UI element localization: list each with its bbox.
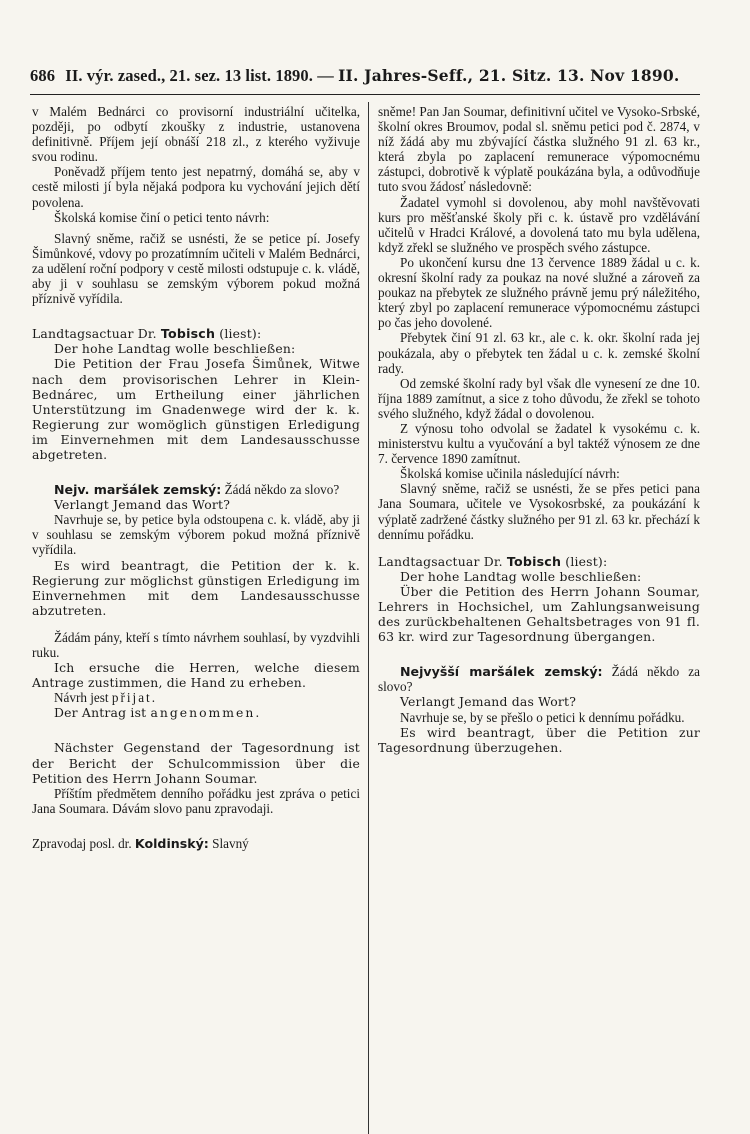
result-emphasis: angenommen.	[150, 705, 262, 721]
speaker-role: Landtagsactuar Dr.	[378, 553, 503, 569]
speech-text: Žádá někdo za slovo?	[378, 664, 700, 695]
paragraph: Navrhuje se, by se přešlo o petici k dennímu pořádku.	[400, 709, 685, 725]
speaker-role: Landtagsactuar Dr.	[32, 326, 157, 342]
speaker-paragraph	[378, 664, 700, 694]
speaker-name: Nejvyšší maršálek zemský:	[400, 664, 603, 680]
paragraph: v Malém Bednárci co provisorní industriální učitelka, později, po odbytí zkoušky z industrie, ustanovena definitivně. Příjem její obnáší 218 zl., z kterého vyživuje svou rodinu.	[32, 104, 360, 165]
document-page	[30, 66, 720, 1086]
motion-paragraph: Slavný sněme, račiž se usnésti, že se petice pí. Josefy Šimůnkové, vdovy po prozatímním učiteli v Malém Bednárci, za udělení roční podpory v cestě milosti odstupuje c. k. vládě, aby ji v souhlasu se zemským výborem pokud možná příznivě vyřídila.	[32, 230, 360, 307]
speaker-line	[378, 554, 700, 569]
paragraph: Školská komise činí o petici tento návrh:	[54, 209, 270, 225]
page-number: 686	[30, 66, 56, 85]
motion-paragraph: Slavný sněme, račiž se usnésti, že se přes petici pana Jana Soumara, učitele ve Vysokosrbské, za poukázání k výplatě zadržené částky služného per 91 zl. 63 kr. přechází k dennímu pořádku.	[378, 481, 700, 542]
german-paragraph: Verlangt Jemand das Wort?	[400, 694, 577, 710]
paragraph: Od zemské školní rady byl však dle vynesení ze dne 10. října 1889 zamítnut, a sice z toho důvodu, že zřekl se tohoto svého služného, když žádal o dovolenou.	[378, 375, 700, 421]
speech-text: Žádá někdo za slovo?	[224, 482, 340, 498]
header-separator: —	[317, 66, 334, 85]
result-emphasis: přijat.	[111, 690, 158, 706]
speaker-paragraph	[32, 482, 360, 497]
result-text: Der Antrag ist	[54, 705, 147, 721]
speaker-line	[32, 326, 360, 341]
german-paragraph: Verlangt Jemand das Wort?	[54, 497, 231, 513]
paragraph: Příštím předmětem denního pořádku jest zpráva o petici Jana Soumara. Dávám slovo panu zpravodaji.	[32, 785, 360, 816]
paragraph: Z výnosu toho odvolal se žadatel k vysokému c. k. ministerstvu kultu a vyučování a byl taktéž výnosem ze dne 7. července 1890 zamítnut.	[378, 420, 700, 467]
header-session-czech: II. výr. zased., 21. sez. 13 list. 1890.	[65, 66, 313, 85]
speaker-paragraph	[32, 836, 360, 851]
result-line	[32, 690, 360, 705]
paragraph: Žádám pány, kteří s tímto návrhem souhlasí, by vyzdvihli ruku.	[32, 629, 360, 660]
result-text: Návrh jest	[54, 690, 109, 706]
paragraph: Po ukončení kursu dne 13 července 1889 žádal u c. k. okresní školní rady za poukaz na nové služné a zároveň za poukaz na přebytek ze služného právně jemu prý náležitého, který zbyl po zaplacení remunerace výpomocnému zástupci po čas jeho dovolené.	[378, 254, 700, 331]
paragraph: sněme! Pan Jan Soumar, definitivní učitel ve Vysoko-Srbské, školní okres Broumov, podal sl. sněmu petici pod č. 2874, v níž žádá aby mu zbývající částka služného 91 zl. 63 kr., která zbyla po zaplacení remunerace výpomocnému zástupci, dobrotivě k výplatě poukázána byla, a odůvodňuje tuto svou žádosť následovně:	[378, 104, 700, 195]
speaker-tail: (liest):	[219, 326, 262, 342]
right-column	[378, 104, 700, 755]
german-paragraph: Ich ersuche die Herren, welche diesem Antrage zustimmen, die Hand zu erheben.	[32, 660, 360, 691]
paragraph: Navrhuje se, by petice byla odstoupena c. k. vládě, aby ji v souhlasu se zemským výborem pokud možná příznivě vyřídila.	[32, 512, 360, 558]
paragraph: Žadatel vymohl si dovolenou, aby mohl navštěvovati kurs pro měšťanské školy při c. k. ústavě pro vzdělávání učitelů v Hradci Králové, a dovolená tato mu byla udělena, když zřekl se služného ve prospěch svého zástupce.	[378, 194, 700, 255]
header-rule	[30, 94, 700, 95]
speaker-name: Nejv. maršálek zemský:	[54, 482, 222, 498]
german-paragraph: Über die Petition des Herrn Johann Soumar, Lehrers in Hochsichel, um Zahlungsanweisung des zurückbehaltenen Gehaltsbetrages von 91 fl. 63 kr. wird zur Tagesordnung übergangen.	[378, 583, 700, 645]
german-paragraph: Es wird beantragt, über die Petition zur Tagesordnung überzugehen.	[378, 724, 700, 755]
speaker-name: Koldinský:	[134, 835, 209, 851]
paragraph: Školská komise učinila následující návrh:	[400, 466, 620, 482]
speaker-tail: (liest):	[565, 553, 608, 569]
speaker-role: Zpravodaj posl. dr.	[32, 835, 132, 851]
german-paragraph: Nächster Gegenstand der Tagesordnung ist der Bericht der Schulcommission über die Petition des Herrn Johann Soumar.	[32, 740, 360, 786]
german-paragraph: Die Petition der Frau Josefa Šimůnek, Witwe nach dem provisorischen Lehrer in Klein-Bednárec, um Ertheilung einer jährlichen Unterstützung im Gnadenwege wird der k. k. Regierung zur womöglich günstigen Erledigung im Einvernehmen mit dem Landesausschusse abgetreten.	[32, 356, 360, 462]
speaker-name: Tobisch	[160, 326, 216, 342]
left-column	[32, 104, 360, 851]
german-paragraph: Der hohe Landtag wolle beschließen:	[400, 568, 642, 584]
page-header	[30, 66, 700, 92]
speech-text: Slavný	[212, 835, 249, 851]
speaker-name: Tobisch	[506, 553, 562, 569]
paragraph: Poněvadž příjem tento jest nepatrný, domáhá se, aby v cestě milosti jí byla nějaká podpora ku vychování jejich dětí povolena.	[32, 164, 360, 210]
column-divider	[368, 102, 369, 1134]
paragraph: Přebytek činí 91 zl. 63 kr., ale c. k. okr. školní rada jej poukázala, aby o přebytek ten žádal u c. k. zemské školní rady.	[378, 330, 700, 376]
german-paragraph: Der hohe Landtag wolle beschließen:	[54, 341, 296, 357]
header-session-german: II. Jahres-Seff., 21. Sitz. 13. Nov 1890.	[338, 66, 680, 85]
result-line-german	[32, 705, 360, 720]
german-paragraph: Es wird beantragt, die Petition der k. k. Regierung zur möglichst günstigen Erledigung im Einvernehmen mit dem Landesausschusse abzutreten.	[32, 557, 360, 618]
